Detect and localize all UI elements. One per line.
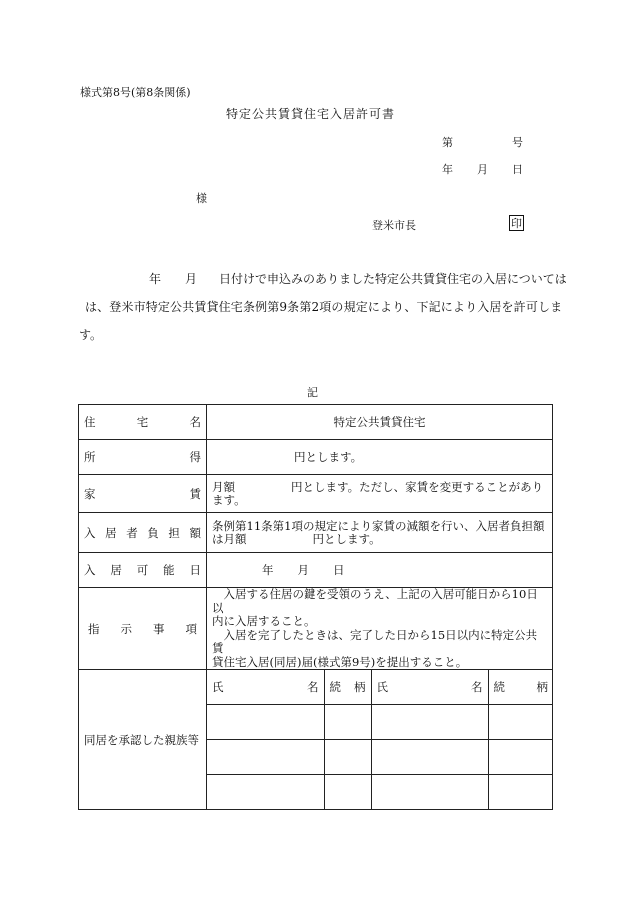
ki-heading: 記 bbox=[307, 386, 318, 399]
relative-name-cell[interactable] bbox=[371, 705, 488, 740]
relatives-row bbox=[207, 740, 553, 775]
seal-text: 印 bbox=[511, 217, 522, 230]
doc-number-suffix: 号 bbox=[512, 136, 523, 149]
relatives-row bbox=[207, 705, 553, 740]
date-day: 日 bbox=[512, 163, 523, 176]
label-rent: 家 賃 bbox=[79, 475, 207, 513]
date-year: 年 bbox=[442, 163, 453, 176]
table-row bbox=[79, 475, 553, 513]
relative-name-cell[interactable] bbox=[207, 775, 324, 810]
table-row bbox=[79, 670, 553, 810]
label-approved-relatives: 同居を承認した親族等 bbox=[79, 670, 207, 810]
date-month: 月 bbox=[477, 163, 488, 176]
header-name-2: 氏 名 bbox=[371, 670, 488, 705]
permit-details-table bbox=[78, 404, 553, 810]
relatives-row bbox=[207, 775, 553, 810]
relative-name-cell[interactable] bbox=[207, 705, 324, 740]
table-row bbox=[79, 513, 553, 553]
relative-relation-cell[interactable] bbox=[324, 705, 371, 740]
header-relation-2: 続 柄 bbox=[488, 670, 553, 705]
value-income: 円とします。 bbox=[207, 440, 553, 475]
label-tenant-burden: 入 居 者 負 担 額 bbox=[79, 513, 207, 553]
header-relation-1: 続 柄 bbox=[324, 670, 371, 705]
form-number: 様式第8号(第8条関係) bbox=[80, 86, 191, 99]
header-name-1: 氏 名 bbox=[207, 670, 324, 705]
value-housing-name: 特定公共賃貸住宅 bbox=[207, 405, 553, 440]
value-move-in-date: 年 月 日 bbox=[207, 553, 553, 588]
value-tenant-burden: 条例第11条第1項の規定により家賃の減額を行い、入居者負担額 は月額 円とします。 bbox=[207, 513, 553, 553]
seal-stamp bbox=[509, 215, 524, 231]
relative-relation-cell[interactable] bbox=[488, 775, 553, 810]
relative-name-cell[interactable] bbox=[207, 740, 324, 775]
value-rent: 月額 円とします。ただし、家賃を変更することがあり ます。 bbox=[207, 475, 553, 513]
body-line-3: す。 bbox=[79, 328, 103, 342]
relative-relation-cell[interactable] bbox=[324, 775, 371, 810]
relative-relation-cell[interactable] bbox=[488, 740, 553, 775]
table-row bbox=[79, 553, 553, 588]
body-year: 年 bbox=[149, 272, 162, 286]
issuer-name: 登米市長 bbox=[372, 219, 416, 232]
label-housing-name: 住 宅 名 bbox=[79, 405, 207, 440]
body-line-2: は、登米市特定公共賃貸住宅条例第9条第2項の規定により、下記により入居を許可しま bbox=[85, 300, 563, 314]
table-row bbox=[79, 405, 553, 440]
relative-name-cell[interactable] bbox=[371, 775, 488, 810]
body-month: 月 bbox=[185, 272, 198, 286]
relative-relation-cell[interactable] bbox=[488, 705, 553, 740]
label-move-in-date: 入 居 可 能 日 bbox=[79, 553, 207, 588]
relatives-header-row bbox=[207, 670, 553, 705]
table-row bbox=[79, 588, 553, 670]
value-instructions: 入居する住居の鍵を受領のうえ、上記の入居可能日から10日以 内に入居すること。 入居を完了したときは、完了した日から15日以内に特定公共賃 貸住宅入居(同居)届(様式第9号)を提出すること。 bbox=[207, 588, 553, 670]
relatives-table bbox=[207, 670, 553, 809]
relative-name-cell[interactable] bbox=[371, 740, 488, 775]
relative-relation-cell[interactable] bbox=[324, 740, 371, 775]
relatives-cell bbox=[207, 670, 553, 810]
addressee-suffix: 様 bbox=[196, 192, 207, 205]
body-line-1 bbox=[149, 270, 567, 287]
document-title: 特定公共賃貸住宅入居許可書 bbox=[226, 107, 396, 121]
doc-number-prefix: 第 bbox=[442, 136, 453, 149]
label-instructions: 指 示 事 項 bbox=[79, 588, 207, 670]
body-line-1-text: 日付けで申込みのありました特定公共賃貸住宅の入居については bbox=[219, 272, 567, 286]
body-paragraph bbox=[79, 270, 567, 350]
table-row bbox=[79, 440, 553, 475]
label-income: 所 得 bbox=[79, 440, 207, 475]
